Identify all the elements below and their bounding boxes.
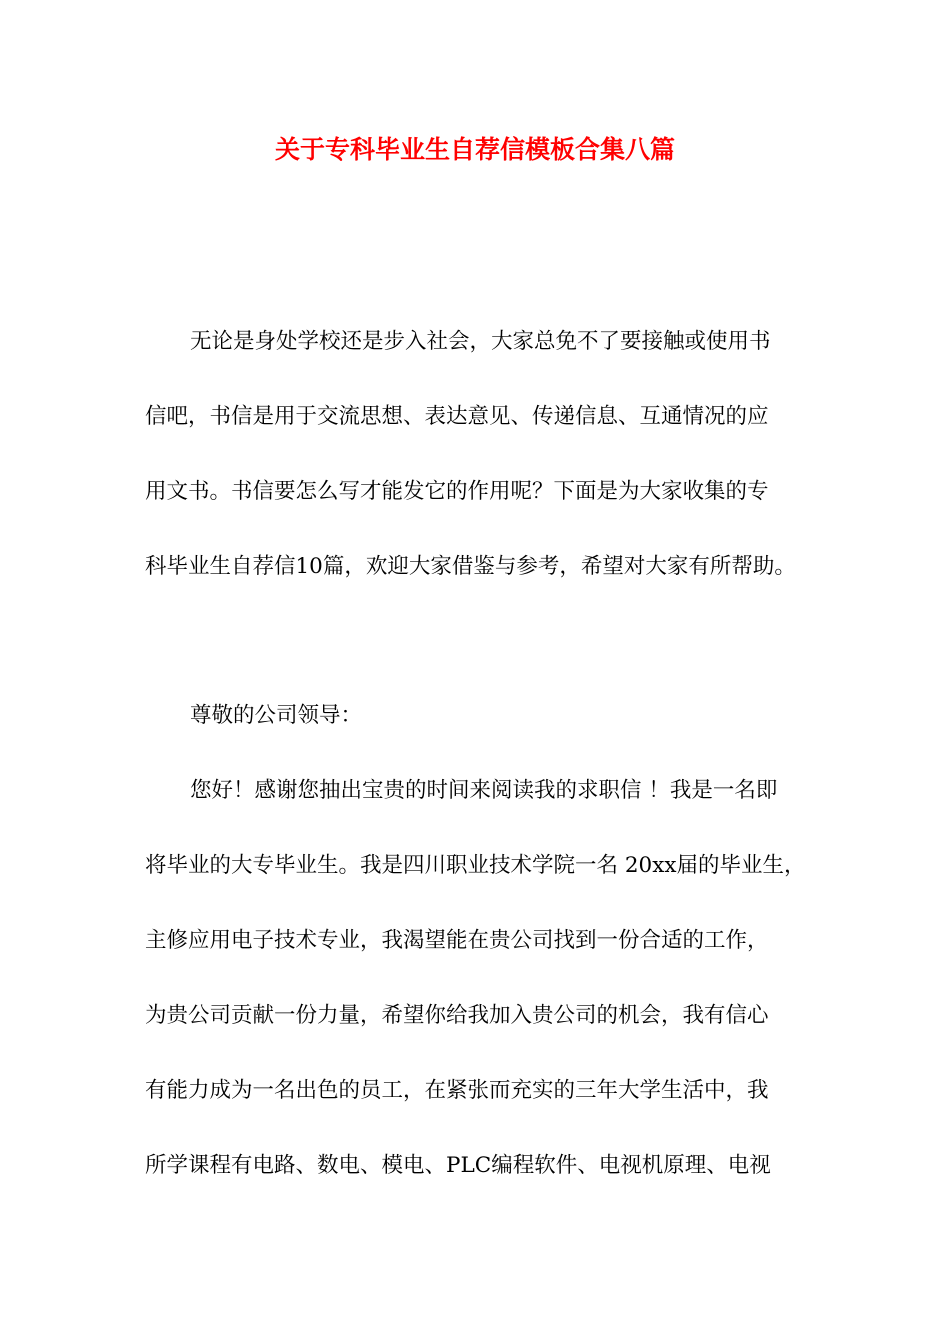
body-line-1: 您好！感谢您抽出宝贵的时间来阅读我的求职信 ！我是一名即 xyxy=(190,778,778,803)
intro-line-3: 用文书。书信要怎么写才能发它的作用呢？下面是为大家收集的专 xyxy=(145,479,769,504)
body-line-3: 主修应用电子技术专业，我渴望能在贵公司找到一份合适的工作， xyxy=(145,928,769,953)
salutation: 尊敬的公司领导： xyxy=(190,703,363,728)
body-line-4: 为贵公司贡献一份力量，希望你给我加入贵公司的机会，我有信心 xyxy=(145,1003,769,1028)
intro-line-2: 信吧，书信是用于交流思想、表达意见、传递信息、互通情况的应 xyxy=(145,404,769,429)
intro-line-1: 无论是身处学校还是步入社会，大家总免不了要接触或使用书 xyxy=(190,329,771,354)
body-line-2: 将毕业的大专毕业生。我是四川职业技术学院一名 20xx届的毕业生， xyxy=(145,853,806,878)
document-title: 关于专科毕业生自荐信模板合集八篇 xyxy=(274,135,675,164)
body-line-6: 所学课程有电路、数电、模电、PLC编程软件、电视机原理、电视 xyxy=(145,1153,771,1178)
body-line-5: 有能力成为一名出色的员工，在紧张而充实的三年大学生活中，我 xyxy=(145,1078,769,1103)
intro-line-4: 科毕业生自荐信10篇，欢迎大家借鉴与参考，希望对大家有所帮助。 xyxy=(145,554,796,579)
